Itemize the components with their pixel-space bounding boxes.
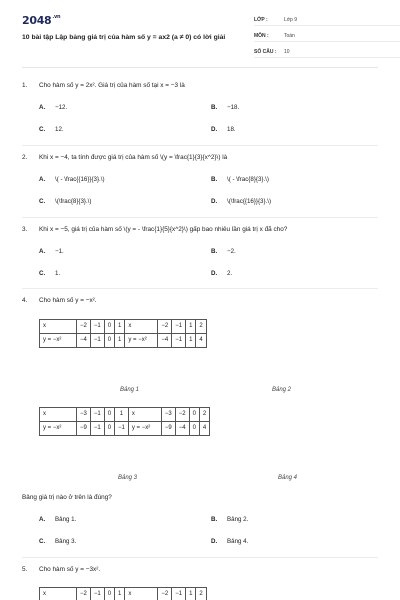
- table-cell: x: [125, 320, 158, 334]
- meta-key: LỚP :: [254, 16, 268, 23]
- table-cell: 1: [186, 320, 196, 334]
- page-title: 10 bài tập Lập bảng giá trị của hàm số y = ax2 (a ≠ 0) có lời giải: [22, 34, 226, 41]
- table-row: [40, 320, 207, 334]
- table-caption: Bảng 3: [118, 475, 138, 481]
- table-cell: −4: [77, 334, 91, 348]
- divider: [22, 217, 378, 218]
- table-cell: 0: [189, 408, 199, 422]
- option-c[interactable]: C. \(\frac{8}{3}.\): [39, 198, 92, 205]
- table-cell: y = −x²: [40, 422, 77, 436]
- table-cell: 1: [115, 588, 125, 600]
- question-number: 3.: [22, 226, 28, 233]
- table-cell: 0: [104, 422, 114, 436]
- question-4: [22, 297, 378, 305]
- option-b[interactable]: B. Bảng 2.: [211, 516, 249, 523]
- option-c[interactable]: C. Bảng 3.: [39, 538, 77, 545]
- meta-row-class: [254, 14, 400, 26]
- table-cell: y = −x²: [40, 334, 77, 348]
- table-cell: 0: [104, 334, 114, 348]
- table-cell: 2: [199, 408, 209, 422]
- option-a[interactable]: A. −12.: [39, 104, 68, 111]
- question-stem: Cho hàm số y = 2x². Giá trị của hàm số tại x = −3 là: [39, 82, 185, 89]
- value-table-3-4: [39, 407, 210, 436]
- table-cell: y = −x²: [125, 334, 158, 348]
- table-cell: 0: [104, 588, 114, 600]
- table-cell: −2: [77, 588, 91, 600]
- table-row: [40, 422, 210, 436]
- table-cell: 1: [186, 588, 196, 600]
- table-cell: −3: [77, 408, 91, 422]
- table-cell: −1: [115, 422, 129, 436]
- table-cell: x: [125, 588, 158, 600]
- question-text: Bảng giá trị nào ở trên là đúng?: [22, 494, 112, 501]
- table-caption: Bảng 4: [278, 475, 298, 481]
- table-cell: 1: [115, 320, 125, 334]
- question-3: [22, 226, 378, 277]
- question-2: [22, 154, 378, 205]
- table-cell: 1: [186, 334, 196, 348]
- divider: [22, 288, 378, 289]
- table-cell: 2: [196, 320, 206, 334]
- table-cell: −4: [158, 334, 172, 348]
- meta-value: Toán: [284, 32, 295, 39]
- question-stem: Cho hàm số y = −3x².: [39, 566, 101, 573]
- table-cell: 4: [196, 334, 206, 348]
- table-cell: 0: [104, 320, 114, 334]
- option-d[interactable]: D. \(\frac{{16}}{3}.\): [211, 198, 272, 205]
- value-table-q5: [39, 587, 207, 600]
- table-cell: −1: [172, 320, 186, 334]
- question-stem: Khi x = −5, giá trị của hàm số \(y = - \frac{1}{5}{x^2}\) gấp bao nhiêu lần giá trị x đã cho?: [39, 226, 288, 233]
- table-cell: −2: [77, 320, 91, 334]
- question-stem: Cho hàm số y = −x².: [39, 297, 97, 304]
- table-row: [40, 588, 207, 600]
- divider: [22, 557, 378, 558]
- table-caption: Bảng 1: [120, 387, 140, 393]
- table-cell: −2: [158, 320, 172, 334]
- option-b[interactable]: B. −2.: [211, 248, 236, 255]
- question-number: 2.: [22, 154, 28, 161]
- table-cell: −1: [90, 334, 104, 348]
- meta-value: Lớp 9: [284, 16, 298, 23]
- table-cell: −1: [90, 422, 104, 436]
- table-caption: Bảng 2: [272, 387, 292, 393]
- meta-value: 10: [284, 48, 290, 55]
- table-cell: 1: [115, 334, 125, 348]
- question-4-prompt: [22, 494, 378, 545]
- question-stem: Khi x = −4, ta tính được giá trị của hàm số \(y = \frac{1}{3}{x^2}\) là: [39, 154, 228, 161]
- meta-info: [254, 14, 400, 62]
- option-d[interactable]: D. 2.: [211, 270, 233, 277]
- table-cell: −3: [161, 408, 175, 422]
- value-table-1-2: [39, 319, 207, 348]
- table-cell: 1: [115, 408, 129, 422]
- table-cell: −9: [77, 422, 91, 436]
- option-a[interactable]: A. Bảng 1.: [39, 516, 77, 523]
- question-number: 4.: [22, 297, 28, 304]
- table-row: [40, 408, 210, 422]
- option-b[interactable]: B. −18.: [211, 104, 240, 111]
- table-cell: −1: [90, 408, 104, 422]
- option-c[interactable]: C. 1.: [39, 270, 61, 277]
- option-b[interactable]: B. \( - \frac{8}{3}.\): [211, 176, 269, 183]
- option-d[interactable]: D. 18.: [211, 126, 236, 133]
- table-cell: −1: [90, 588, 104, 600]
- table-cell: −4: [175, 422, 189, 436]
- meta-row-count: [254, 46, 400, 58]
- table-cell: x: [40, 588, 77, 600]
- meta-row-subject: [254, 30, 400, 42]
- option-d[interactable]: D. Bảng 4.: [211, 538, 249, 545]
- question-1: [22, 82, 378, 133]
- question-number: 5.: [22, 566, 28, 573]
- question-5: [22, 566, 378, 574]
- site-logo[interactable]: $2048^{.vn}$: [22, 14, 61, 27]
- option-c[interactable]: C. 12.: [39, 126, 64, 133]
- header: [22, 0, 378, 68]
- table-cell: −2: [158, 588, 172, 600]
- divider: [22, 145, 378, 146]
- table-cell: 0: [189, 422, 199, 436]
- option-a[interactable]: A. −1.: [39, 248, 64, 255]
- table-cell: 4: [199, 422, 209, 436]
- option-a[interactable]: A. \( - \frac{{16}}{3}.\): [39, 176, 105, 183]
- table-cell: y = −x²: [128, 422, 161, 436]
- question-number: 1.: [22, 82, 28, 89]
- table-cell: −1: [172, 588, 186, 600]
- meta-key: SỐ CÂU :: [254, 48, 277, 55]
- table-row: [40, 334, 207, 348]
- table-cell: −9: [161, 422, 175, 436]
- table-cell: 0: [104, 408, 114, 422]
- table-cell: x: [40, 320, 77, 334]
- table-cell: −2: [175, 408, 189, 422]
- table-cell: 2: [196, 588, 206, 600]
- table-cell: x: [128, 408, 161, 422]
- meta-key: MÔN :: [254, 32, 269, 39]
- table-cell: −1: [90, 320, 104, 334]
- table-cell: −1: [172, 334, 186, 348]
- table-cell: x: [40, 408, 77, 422]
